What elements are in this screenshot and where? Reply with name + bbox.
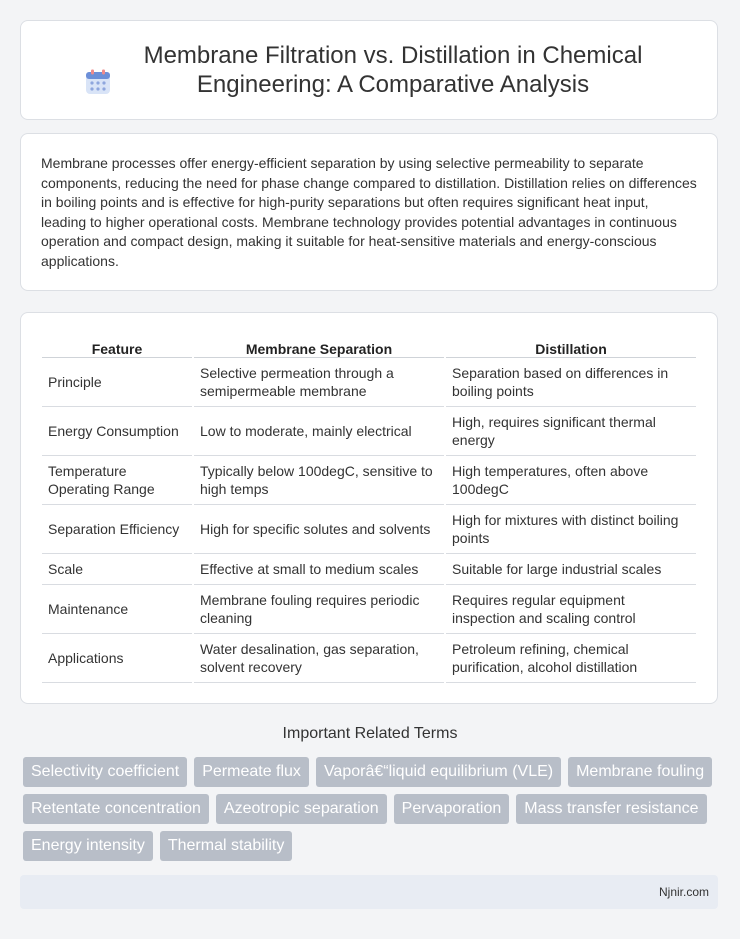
term-tag[interactable]: Vaporâ€“liquid equilibrium (VLE) xyxy=(316,757,561,787)
intro-paragraph: Membrane processes offer energy-efficient separation by using selective permeability to separate components, reducing the need for phase change compared to distillation. Distillation relies on differences in boiling points and is effective for high-purity separations but often requires significant heat input, leading to higher operational costs. Membrane technology provides potential advantages in continuous operation and compact design, making it suitable for heat-sensitive materials and energy-conscious applications. xyxy=(41,155,697,269)
membrane-cell: Low to moderate, mainly electrical xyxy=(194,407,444,456)
distillation-cell: Petroleum refining, chemical purification, alcohol distillation xyxy=(446,634,696,683)
feature-cell: Energy Consumption xyxy=(42,407,192,456)
page-title: Membrane Filtration vs. Distillation in Chemical Engineering: A Comparative Analysis xyxy=(143,42,643,98)
membrane-cell: Effective at small to medium scales xyxy=(194,554,444,585)
title-card xyxy=(20,20,718,120)
column-header-feature: Feature xyxy=(42,334,192,358)
membrane-cell: Typically below 100degC, sensitive to high temps xyxy=(194,456,444,505)
feature-cell: Applications xyxy=(42,634,192,683)
term-tag[interactable]: Selectivity coefficient xyxy=(23,757,187,787)
intro-card xyxy=(20,133,718,291)
footer-site-link[interactable]: Njnir.com xyxy=(658,885,709,899)
comparison-table xyxy=(40,334,698,683)
table-row xyxy=(42,407,696,456)
feature-cell: Maintenance xyxy=(42,585,192,634)
distillation-cell: Suitable for large industrial scales xyxy=(446,554,696,585)
distillation-cell: Requires regular equipment inspection and scaling control xyxy=(446,585,696,634)
table-row xyxy=(42,585,696,634)
term-tag[interactable]: Membrane fouling xyxy=(568,757,712,787)
comparison-card xyxy=(20,312,718,704)
table-row xyxy=(42,358,696,407)
column-header-distillation: Distillation xyxy=(446,334,696,358)
distillation-cell: Separation based on differences in boiling points xyxy=(446,358,696,407)
calendar-icon xyxy=(85,69,111,95)
table-header-row xyxy=(42,334,696,358)
term-tag[interactable]: Mass transfer resistance xyxy=(516,794,706,824)
membrane-cell: Selective permeation through a semipermeable membrane xyxy=(194,358,444,407)
membrane-cell: Water desalination, gas separation, solvent recovery xyxy=(194,634,444,683)
table-row xyxy=(42,505,696,554)
title-row xyxy=(85,41,653,99)
term-tag[interactable]: Energy intensity xyxy=(23,831,153,861)
related-terms-list xyxy=(23,757,723,861)
table-row xyxy=(42,456,696,505)
table-row xyxy=(42,554,696,585)
feature-cell: Principle xyxy=(42,358,192,407)
membrane-cell: High for specific solutes and solvents xyxy=(194,505,444,554)
term-tag[interactable]: Azeotropic separation xyxy=(216,794,387,824)
feature-cell: Separation Efficiency xyxy=(42,505,192,554)
term-tag[interactable]: Thermal stability xyxy=(160,831,292,861)
term-tag[interactable]: Permeate flux xyxy=(194,757,309,787)
table-row xyxy=(42,634,696,683)
feature-cell: Temperature Operating Range xyxy=(42,456,192,505)
distillation-cell: High temperatures, often above 100degC xyxy=(446,456,696,505)
feature-cell: Scale xyxy=(42,554,192,585)
column-header-membrane: Membrane Separation xyxy=(194,334,444,358)
distillation-cell: High, requires significant thermal energy xyxy=(446,407,696,456)
distillation-cell: High for mixtures with distinct boiling points xyxy=(446,505,696,554)
related-terms-heading: Important Related Terms xyxy=(282,725,458,742)
term-tag[interactable]: Retentate concentration xyxy=(23,794,209,824)
footer xyxy=(20,875,718,909)
term-tag[interactable]: Pervaporation xyxy=(394,794,510,824)
membrane-cell: Membrane fouling requires periodic cleaning xyxy=(194,585,444,634)
